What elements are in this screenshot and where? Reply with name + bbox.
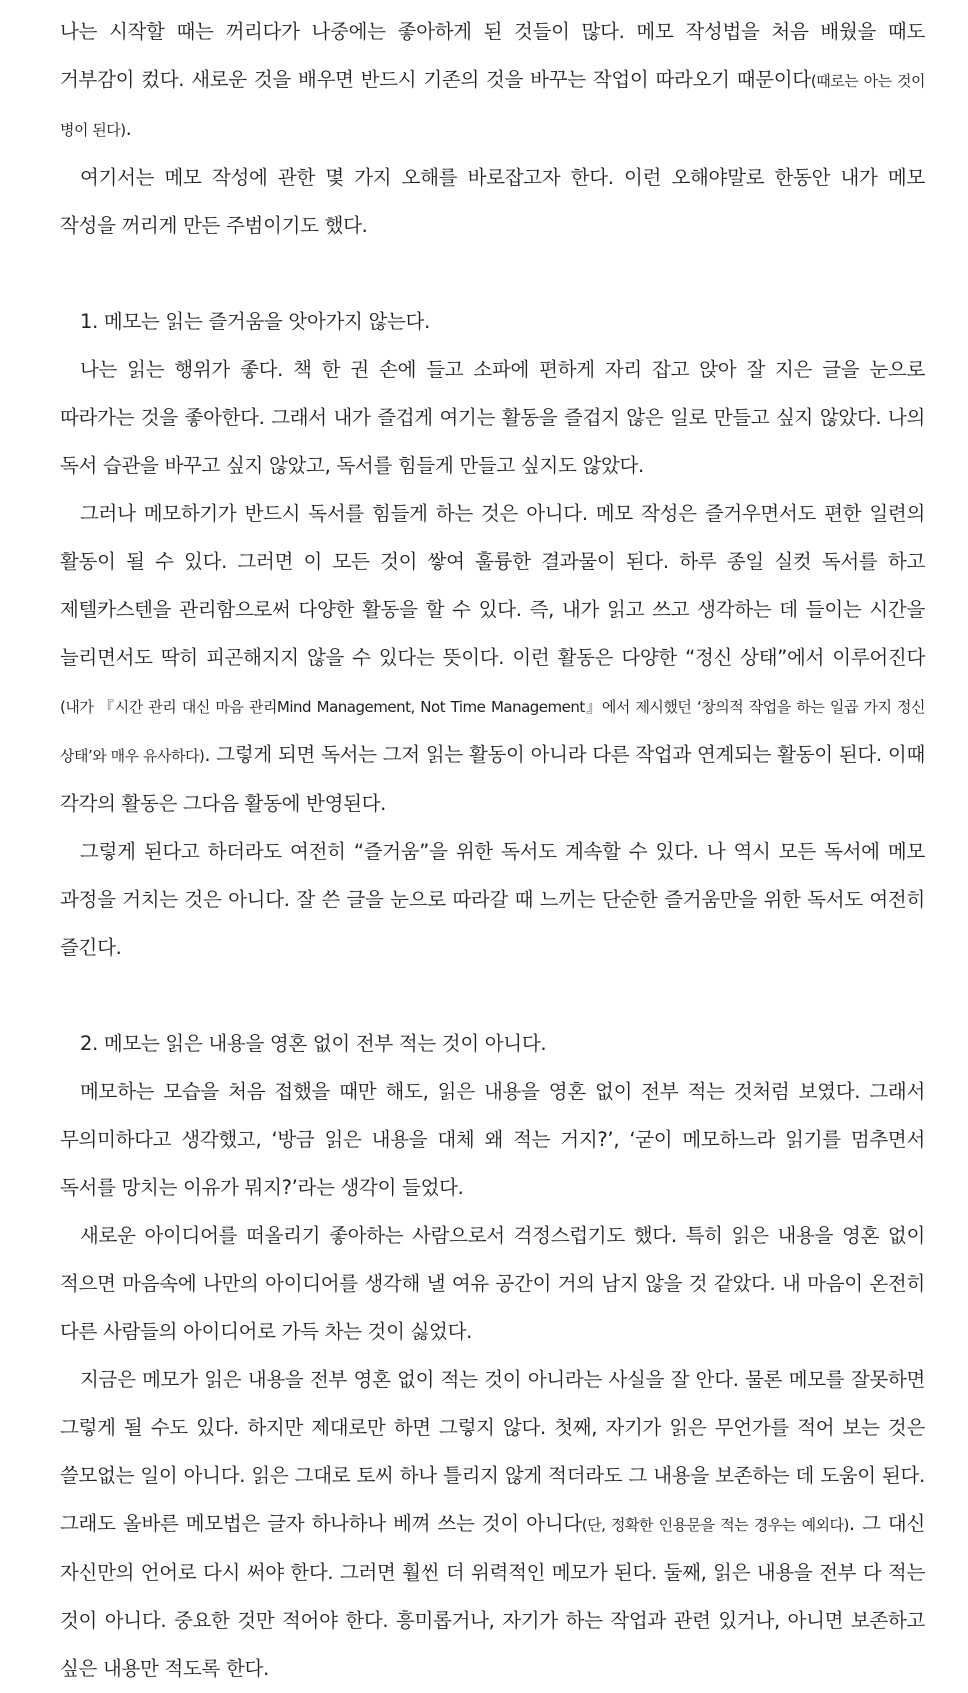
parenthetical-note: (내가 『시간 관리 대신 마음 관리Mind Management, Not Time Management』에서 제시했던 ‘창의적 작업을 하는 일곱 가지 정신 상태’와 매우 유사하다): [60, 698, 925, 765]
parenthetical-note: (때로는 아는 것이 병이 된다): [60, 72, 925, 139]
body-paragraph: [60, 1356, 925, 1693]
text-segment: 그렇게 된다고 하더라도 여전히 “즐거움”을 위한 독서도 계속할 수 있다. 나 역시 모든 독서에 메모 과정을 거치는 것은 아니다. 잘 쓴 글을 눈으로 따라갈 때 느끼는 단순한 즐거움만을 위한 독서도 여전히 즐긴다.: [60, 840, 925, 959]
book-text: [60, 8, 925, 1693]
body-paragraph: [60, 490, 925, 828]
text-segment: . 그렇게 되면 독서는 그저 읽는 활동이 아니라 다른 작업과 연계되는 활동이 된다. 이때 각각의 활동은 그다음 활동에 반영된다.: [60, 743, 925, 815]
section-heading: [60, 1020, 925, 1068]
text-segment: 메모하는 모습을 처음 접했을 때만 해도, 읽은 내용을 영혼 없이 전부 적는 것처럼 보였다. 그래서 무의미하다고 생각했고, ‘방금 읽은 내용을 대체 왜 적는 거지?’, ‘굳이 메모하느라 읽기를 멈추면서 독서를 망치는 이유가 뭐지?’라는 생각이 들었다.: [60, 1080, 925, 1199]
body-paragraph: [60, 346, 925, 490]
parenthetical-note: (단, 정확한 인용문을 적는 경우는 예외다): [581, 1516, 849, 1534]
text-segment: .: [125, 117, 132, 140]
text-segment: 새로운 아이디어를 떠올리기 좋아하는 사람으로서 걱정스럽기도 했다. 특히 읽은 내용을 영혼 없이 적으면 마음속에 나만의 아이디어를 생각해 낼 여유 공간이 거의 남지 않을 것 같았다. 내 마음이 온전히 다른 사람들의 아이디어로 가득 차는 것이 싫었다.: [60, 1224, 925, 1343]
text-segment: 2. 메모는 읽은 내용을 영혼 없이 전부 적는 것이 아니다.: [80, 1032, 547, 1055]
body-paragraph: [60, 8, 925, 154]
text-segment: . 그 대신 자신만의 언어로 다시 써야 한다. 그러면 훨씬 더 위력적인 메모가 된다. 둘째, 읽은 내용을 전부 다 적는 것이 아니다. 중요한 것만 적어야 한다. 흥미롭거나, 자기가 하는 작업과 관련 있거나, 아니면 보존하고 싶은 내용만 적도록 한다.: [60, 1512, 925, 1680]
text-segment: 지금은 메모가 읽은 내용을 전부 영혼 없이 적는 것이 아니라는 사실을 잘 안다. 물론 메모를 잘못하면 그렇게 될 수도 있다. 하지만 제대로만 하면 그렇지 않다. 첫째, 자기가 읽은 무언가를 적어 보는 것은 쓸모없는 일이 아니다. 읽은 그대로 토씨 하나 틀리지 않게 적더라도 그 내용을 보존하는 데 도움이 된다. 그래도 올바른 메모법은 글자 하나하나 베껴 쓰는 것이 아니다: [60, 1368, 925, 1535]
body-paragraph: [60, 1212, 925, 1356]
text-segment: 나는 읽는 행위가 좋다. 책 한 권 손에 들고 소파에 편하게 자리 잡고 앉아 잘 지은 글을 눈으로 따라가는 것을 좋아한다. 그래서 내가 즐겁게 여기는 활동을 즐겁지 않은 일로 만들고 싶지 않았다. 나의 독서 습관을 바꾸고 싶지 않았고, 독서를 힘들게 만들고 싶지도 않았다.: [60, 358, 925, 477]
text-segment: 여기서는 메모 작성에 관한 몇 가지 오해를 바로잡고자 한다. 이런 오해야말로 한동안 내가 메모 작성을 꺼리게 만든 주범이기도 했다.: [60, 166, 925, 237]
text-segment: 나는 시작할 때는 꺼리다가 나중에는 좋아하게 된 것들이 많다. 메모 작성법을 처음 배웠을 때도 거부감이 컸다. 새로운 것을 배우면 반드시 기존의 것을 바꾸는 작업이 따라오기 때문이다: [60, 20, 925, 91]
body-paragraph: [60, 154, 925, 250]
section-heading: [60, 298, 925, 346]
text-segment: 1. 메모는 읽는 즐거움을 앗아가지 않는다.: [80, 310, 430, 333]
body-paragraph: [60, 828, 925, 972]
text-segment: 그러나 메모하기가 반드시 독서를 힘들게 하는 것은 아니다. 메모 작성은 즐거우면서도 편한 일련의 활동이 될 수 있다. 그러면 이 모든 것이 쌓여 훌륭한 결과물이 된다. 하루 종일 실컷 독서를 하고 제텔카스텐을 관리함으로써 다양한 활동을 할 수 있다. 즉, 내가 읽고 쓰고 생각하는 데 들이는 시간을 늘리면서도 딱히 피곤해지지 않을 수 있다는 뜻이다. 이런 활동은 다양한 “정신 상태”에서 이루어진다: [60, 502, 925, 669]
body-paragraph: [60, 1068, 925, 1212]
